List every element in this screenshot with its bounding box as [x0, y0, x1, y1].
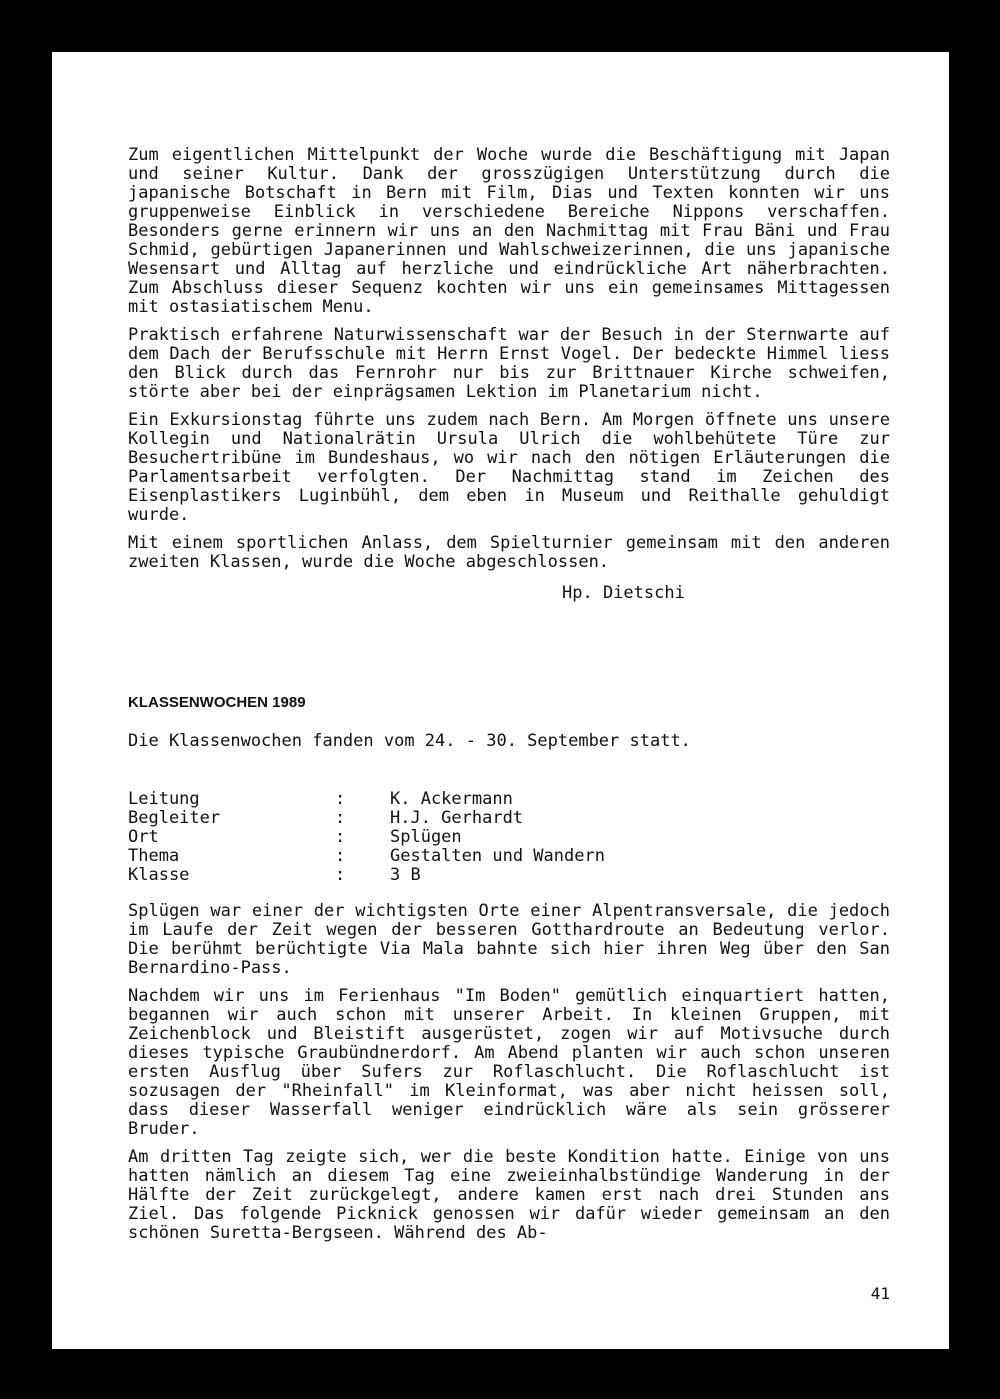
section-heading: KLASSENWOCHEN 1989 — [128, 694, 306, 711]
info-colon: : — [335, 808, 346, 828]
info-value: H.J. Gerhardt — [390, 808, 524, 828]
info-key: Ort — [128, 827, 159, 847]
info-colon: : — [335, 789, 346, 809]
section-spluegen-week — [128, 902, 890, 1252]
info-value: Splügen — [390, 827, 462, 847]
info-row-thema — [128, 847, 605, 866]
info-row-ort — [128, 828, 605, 847]
info-table — [128, 790, 605, 885]
info-key: Leitung — [128, 789, 200, 809]
paragraph: Mit einem sportlichen Anlass, dem Spielturnier gemeinsam mit den anderen zweiten Klassen, wurde die Woche abgeschlossen. — [128, 533, 890, 572]
info-row-leitung — [128, 790, 605, 809]
author-signature: Hp. Dietschi — [562, 583, 685, 603]
section-japan-week — [128, 146, 890, 603]
paragraph: Splügen war einer der wichtigsten Orte einer Alpentransversale, die jedoch im Laufe der Zeit wegen der besseren Gotthardroute an Bedeutung verlor. Die berühmt berüchtigte Via Mala bahnte sich hier ihren Weg über den San Bernardino-Pass. — [128, 901, 890, 978]
paragraph: Am dritten Tag zeigte sich, wer die beste Kondition hatte. Einige von uns hatten nämlich an diesem Tag eine zweieinhalbstündige Wanderung in der Hälfte der Zeit zurückgelegt, andere kamen erst nach drei Stunden ans Ziel. Das folgende Picknick genossen wir dafür wieder gemeinsam an den schönen Suretta-Bergseen. Während des Ab- — [128, 1147, 890, 1243]
paragraph: Zum eigentlichen Mittelpunkt der Woche wurde die Beschäftigung mit Japan und seiner Kultur. Dank der grosszügigen Unterstützung durch die japanische Botschaft in Bern mit Film, Dias und Texten konnten wir uns gruppenweise Einblick in verschiedene Bereiche Nippons verschaffen. Besonders gerne erinnern wir uns an den Nachmittag mit Frau Bäni und Frau Schmid, gebürtigen Japanerinnen und Wahlschweizerinnen, die uns japanische Wesensart und Alltag auf herzliche und eindrückliche Art näherbrachten. Zum Abschluss dieser Sequenz kochten wir uns ein gemeinsames Mittagessen mit ostasiatischem Menu. — [128, 145, 890, 317]
page-number: 41 — [870, 1284, 890, 1303]
info-row-begleiter — [128, 809, 605, 828]
document-page — [52, 52, 949, 1349]
paragraph: Nachdem wir uns im Ferienhaus "Im Boden" gemütlich einquartiert hatten, begannen wir auch schon mit unserer Arbeit. In kleinen Gruppen, mit Zeichenblock und Bleistift ausgerüstet, zogen wir auf Motivsuche durch dieses typische Graubündnerdorf. Am Abend planten wir auch schon unseren ersten Ausflug über Sufers zur Roflaschlucht. Die Roflaschlucht ist sozusagen der "Rheinfall" im Kleinformat, was aber nicht heissen soll, dass dieser Wasserfall weniger eindrücklich wäre als sein grösserer Bruder. — [128, 986, 890, 1139]
paragraph: Ein Exkursionstag führte uns zudem nach Bern. Am Morgen öffnete uns unsere Kollegin und Nationalrätin Ursula Ulrich die wohlbehütete Türe zur Besuchertribüne im Bundeshaus, wo wir nach den nötigen Erläuterungen die Parlamentsarbeit verfolgten. Der Nachmittag stand im Zeichen des Eisenplastikers Luginbühl, dem eben in Museum und Reithalle gehuldigt wurde. — [128, 410, 890, 525]
info-colon: : — [335, 827, 346, 847]
info-colon: : — [335, 846, 346, 866]
intro-line: Die Klassenwochen fanden vom 24. - 30. September statt. — [128, 731, 691, 751]
info-value: 3 B — [390, 865, 421, 885]
info-colon: : — [335, 865, 346, 885]
info-key: Klasse — [128, 865, 190, 885]
info-value: Gestalten und Wandern — [390, 846, 605, 866]
info-key: Thema — [128, 846, 180, 866]
paragraph: Praktisch erfahrene Naturwissenschaft war der Besuch in der Sternwarte auf dem Dach der Berufsschule mit Herrn Ernst Vogel. Der bedeckte Himmel liess den Blick durch das Fernrohr nur bis zur Brittnauer Kirche schweifen, störte aber bei der einprägsamen Lektion im Planetarium nicht. — [128, 325, 890, 402]
info-value: K. Ackermann — [390, 789, 513, 809]
info-row-klasse — [128, 866, 605, 885]
info-key: Begleiter — [128, 808, 221, 828]
